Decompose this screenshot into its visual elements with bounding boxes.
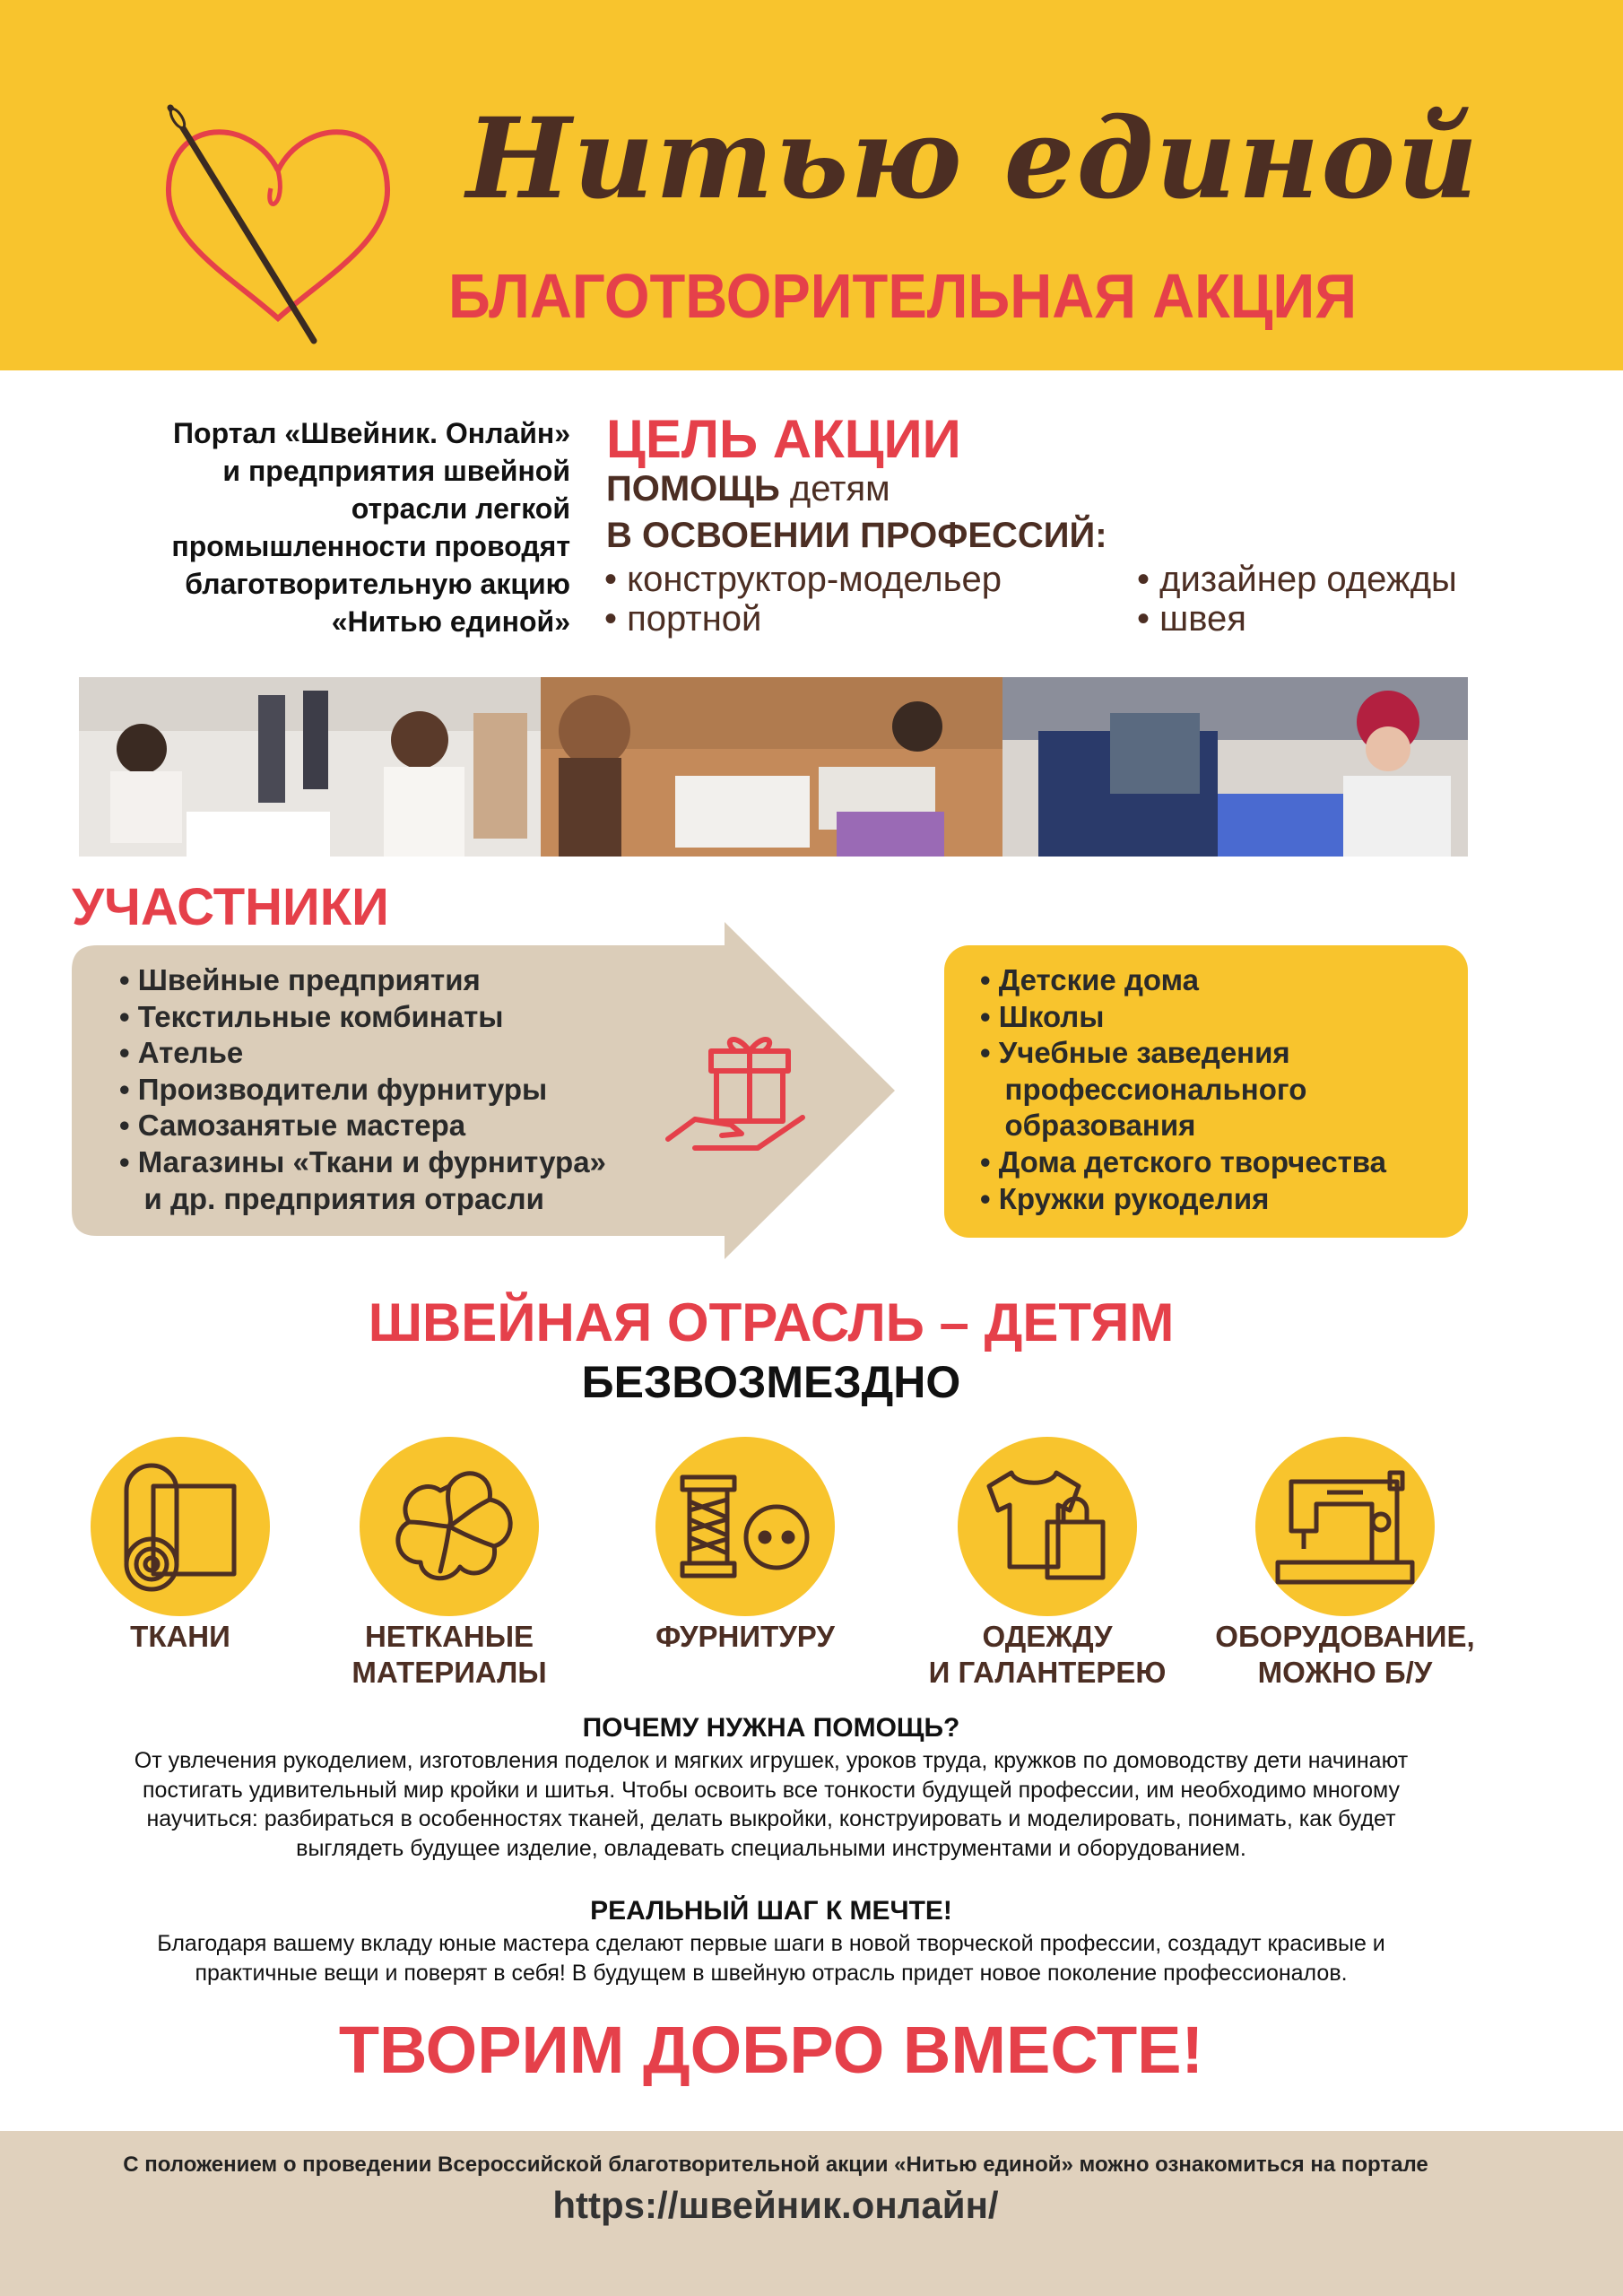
why-line: От увлечения рукоделием, изготовления поделок и мягких игрушек, уроков труда, кружков по домоводству дети начинают bbox=[134, 1748, 1409, 1773]
caption-line: НЕТКАНЫЕ bbox=[364, 1620, 534, 1653]
intro-line: благотворительную акцию bbox=[185, 568, 570, 600]
donor-item: • Швейные предприятия bbox=[119, 963, 481, 996]
intro-line: и предприятия швейной bbox=[222, 455, 570, 487]
caption-line: И ГАЛАНТЕРЕЮ bbox=[928, 1656, 1167, 1689]
donation-caption bbox=[602, 1619, 889, 1655]
intro-line: промышленности проводят bbox=[171, 530, 570, 562]
footer-text: С положением о проведении Всероссийской благотворительной акции «Нитью единой» можно ознакомиться на портале bbox=[123, 2152, 1428, 2177]
donor-item: и др. предприятия отрасли bbox=[119, 1181, 544, 1215]
donor-item: • Текстильные комбинаты bbox=[119, 999, 504, 1033]
dream-text bbox=[76, 1929, 1466, 1987]
cotton-icon bbox=[360, 1437, 539, 1616]
dream-line: Благодаря вашему вкладу юные мастера сделают первые шаги в новой творческой профессии, создадут красивые и bbox=[157, 1931, 1385, 1956]
intro-line: «Нитью единой» bbox=[331, 605, 570, 638]
why-line: научиться: разбираться в особенностях тканей, делать выкройки, конструировать и моделировать, понимать, как будет bbox=[146, 1806, 1396, 1831]
donation-caption bbox=[37, 1619, 324, 1655]
needle-heart-icon bbox=[152, 99, 421, 350]
why-line: выглядеть будущее изделие, овладевать специальными инструментами и оборудованием. bbox=[296, 1835, 1246, 1861]
goal-line-rest: детям bbox=[779, 469, 890, 509]
intro-line: отрасли легкой bbox=[351, 492, 570, 525]
caption-line: МАТЕРИАЛЫ bbox=[352, 1656, 547, 1689]
recipient-item: • Школы bbox=[980, 999, 1105, 1033]
caption-line: МОЖНО Б/У bbox=[1257, 1656, 1433, 1689]
clothes-bag-icon bbox=[958, 1437, 1137, 1616]
recipients-list bbox=[980, 962, 1386, 1217]
profession-item: • швея bbox=[1137, 599, 1246, 639]
recipient-item: • Учебные заведения bbox=[980, 1036, 1290, 1070]
why-title: ПОЧЕМУ НУЖНА ПОМОЩЬ? bbox=[582, 1713, 960, 1743]
intro-text bbox=[54, 414, 570, 640]
recipient-item: • Дома детского творчества bbox=[980, 1144, 1386, 1178]
donor-item: • Магазины «Ткани и фурнитура» bbox=[119, 1144, 606, 1178]
slogan: ТВОРИМ ДОБРО ВМЕСТЕ! bbox=[338, 2013, 1204, 2087]
profession-item: • конструктор-модельер bbox=[604, 560, 1002, 599]
brand-subtitle: БЛАГОТВОРИТЕЛЬНАЯ АКЦИЯ bbox=[448, 261, 1358, 331]
industry-subtitle: БЕЗВОЗМЕЗДНО bbox=[581, 1357, 961, 1407]
goal-line-professions: В ОСВОЕНИИ ПРОФЕССИЙ: bbox=[606, 516, 1107, 555]
donation-caption bbox=[1202, 1619, 1488, 1691]
recipient-item: • Детские дома bbox=[980, 963, 1199, 996]
why-text bbox=[76, 1746, 1466, 1863]
dream-line: практичные вещи и поверят в себя! В будущем в швейную отрасль придет новое поколение профессионалов. bbox=[195, 1960, 1348, 1986]
photo-sewing-machines bbox=[541, 677, 1002, 857]
caption-line: ОБОРУДОВАНИЕ, bbox=[1215, 1620, 1475, 1653]
donor-item: • Ателье bbox=[119, 1036, 244, 1070]
donation-caption bbox=[904, 1619, 1191, 1691]
profession-item: • портной bbox=[604, 599, 762, 639]
donation-caption bbox=[306, 1619, 593, 1691]
gift-hand-icon bbox=[659, 1013, 812, 1166]
profession-item: • дизайнер одежды bbox=[1137, 560, 1457, 599]
industry-title: ШВЕЙНАЯ ОТРАСЛЬ – ДЕТЯМ bbox=[368, 1292, 1175, 1352]
photo-sewing-workshop bbox=[1002, 677, 1468, 857]
donors-list bbox=[119, 962, 606, 1217]
dream-title: РЕАЛЬНЫЙ ШАГ К МЕЧТЕ! bbox=[590, 1896, 952, 1926]
donor-item: • Самозанятые мастера bbox=[119, 1109, 466, 1143]
recipient-item: образования bbox=[980, 1109, 1196, 1143]
thread-button-icon bbox=[655, 1437, 835, 1616]
photo-sewing-class bbox=[79, 677, 541, 857]
goal-line-bold: ПОМОЩЬ bbox=[606, 469, 780, 509]
caption-line: ФУРНИТУРУ bbox=[655, 1620, 835, 1653]
intro-line: Портал «Швейник. Онлайн» bbox=[173, 417, 570, 449]
goal-title: ЦЕЛЬ АКЦИИ bbox=[606, 409, 961, 469]
sewing-machine-icon bbox=[1255, 1437, 1435, 1616]
participants-title: УЧАСТНИКИ bbox=[72, 878, 389, 936]
footer-url-link[interactable]: https://швейник.онлайн/ bbox=[552, 2184, 999, 2226]
goal-line bbox=[606, 469, 890, 509]
caption-line: ТКАНИ bbox=[130, 1620, 230, 1653]
brand-title: Нитью единой bbox=[466, 94, 1480, 224]
donor-item: • Производители фурнитуры bbox=[119, 1072, 548, 1106]
recipient-item: профессионального bbox=[980, 1072, 1307, 1106]
fabric-roll-icon bbox=[91, 1437, 270, 1616]
why-line: постигать удивительный мир кройки и шитья. Чтобы освоить все тонкости будущей профессии, им необходимо многому bbox=[143, 1777, 1400, 1803]
caption-line: ОДЕЖДУ bbox=[982, 1620, 1113, 1653]
recipient-item: • Кружки рукоделия bbox=[980, 1181, 1270, 1215]
